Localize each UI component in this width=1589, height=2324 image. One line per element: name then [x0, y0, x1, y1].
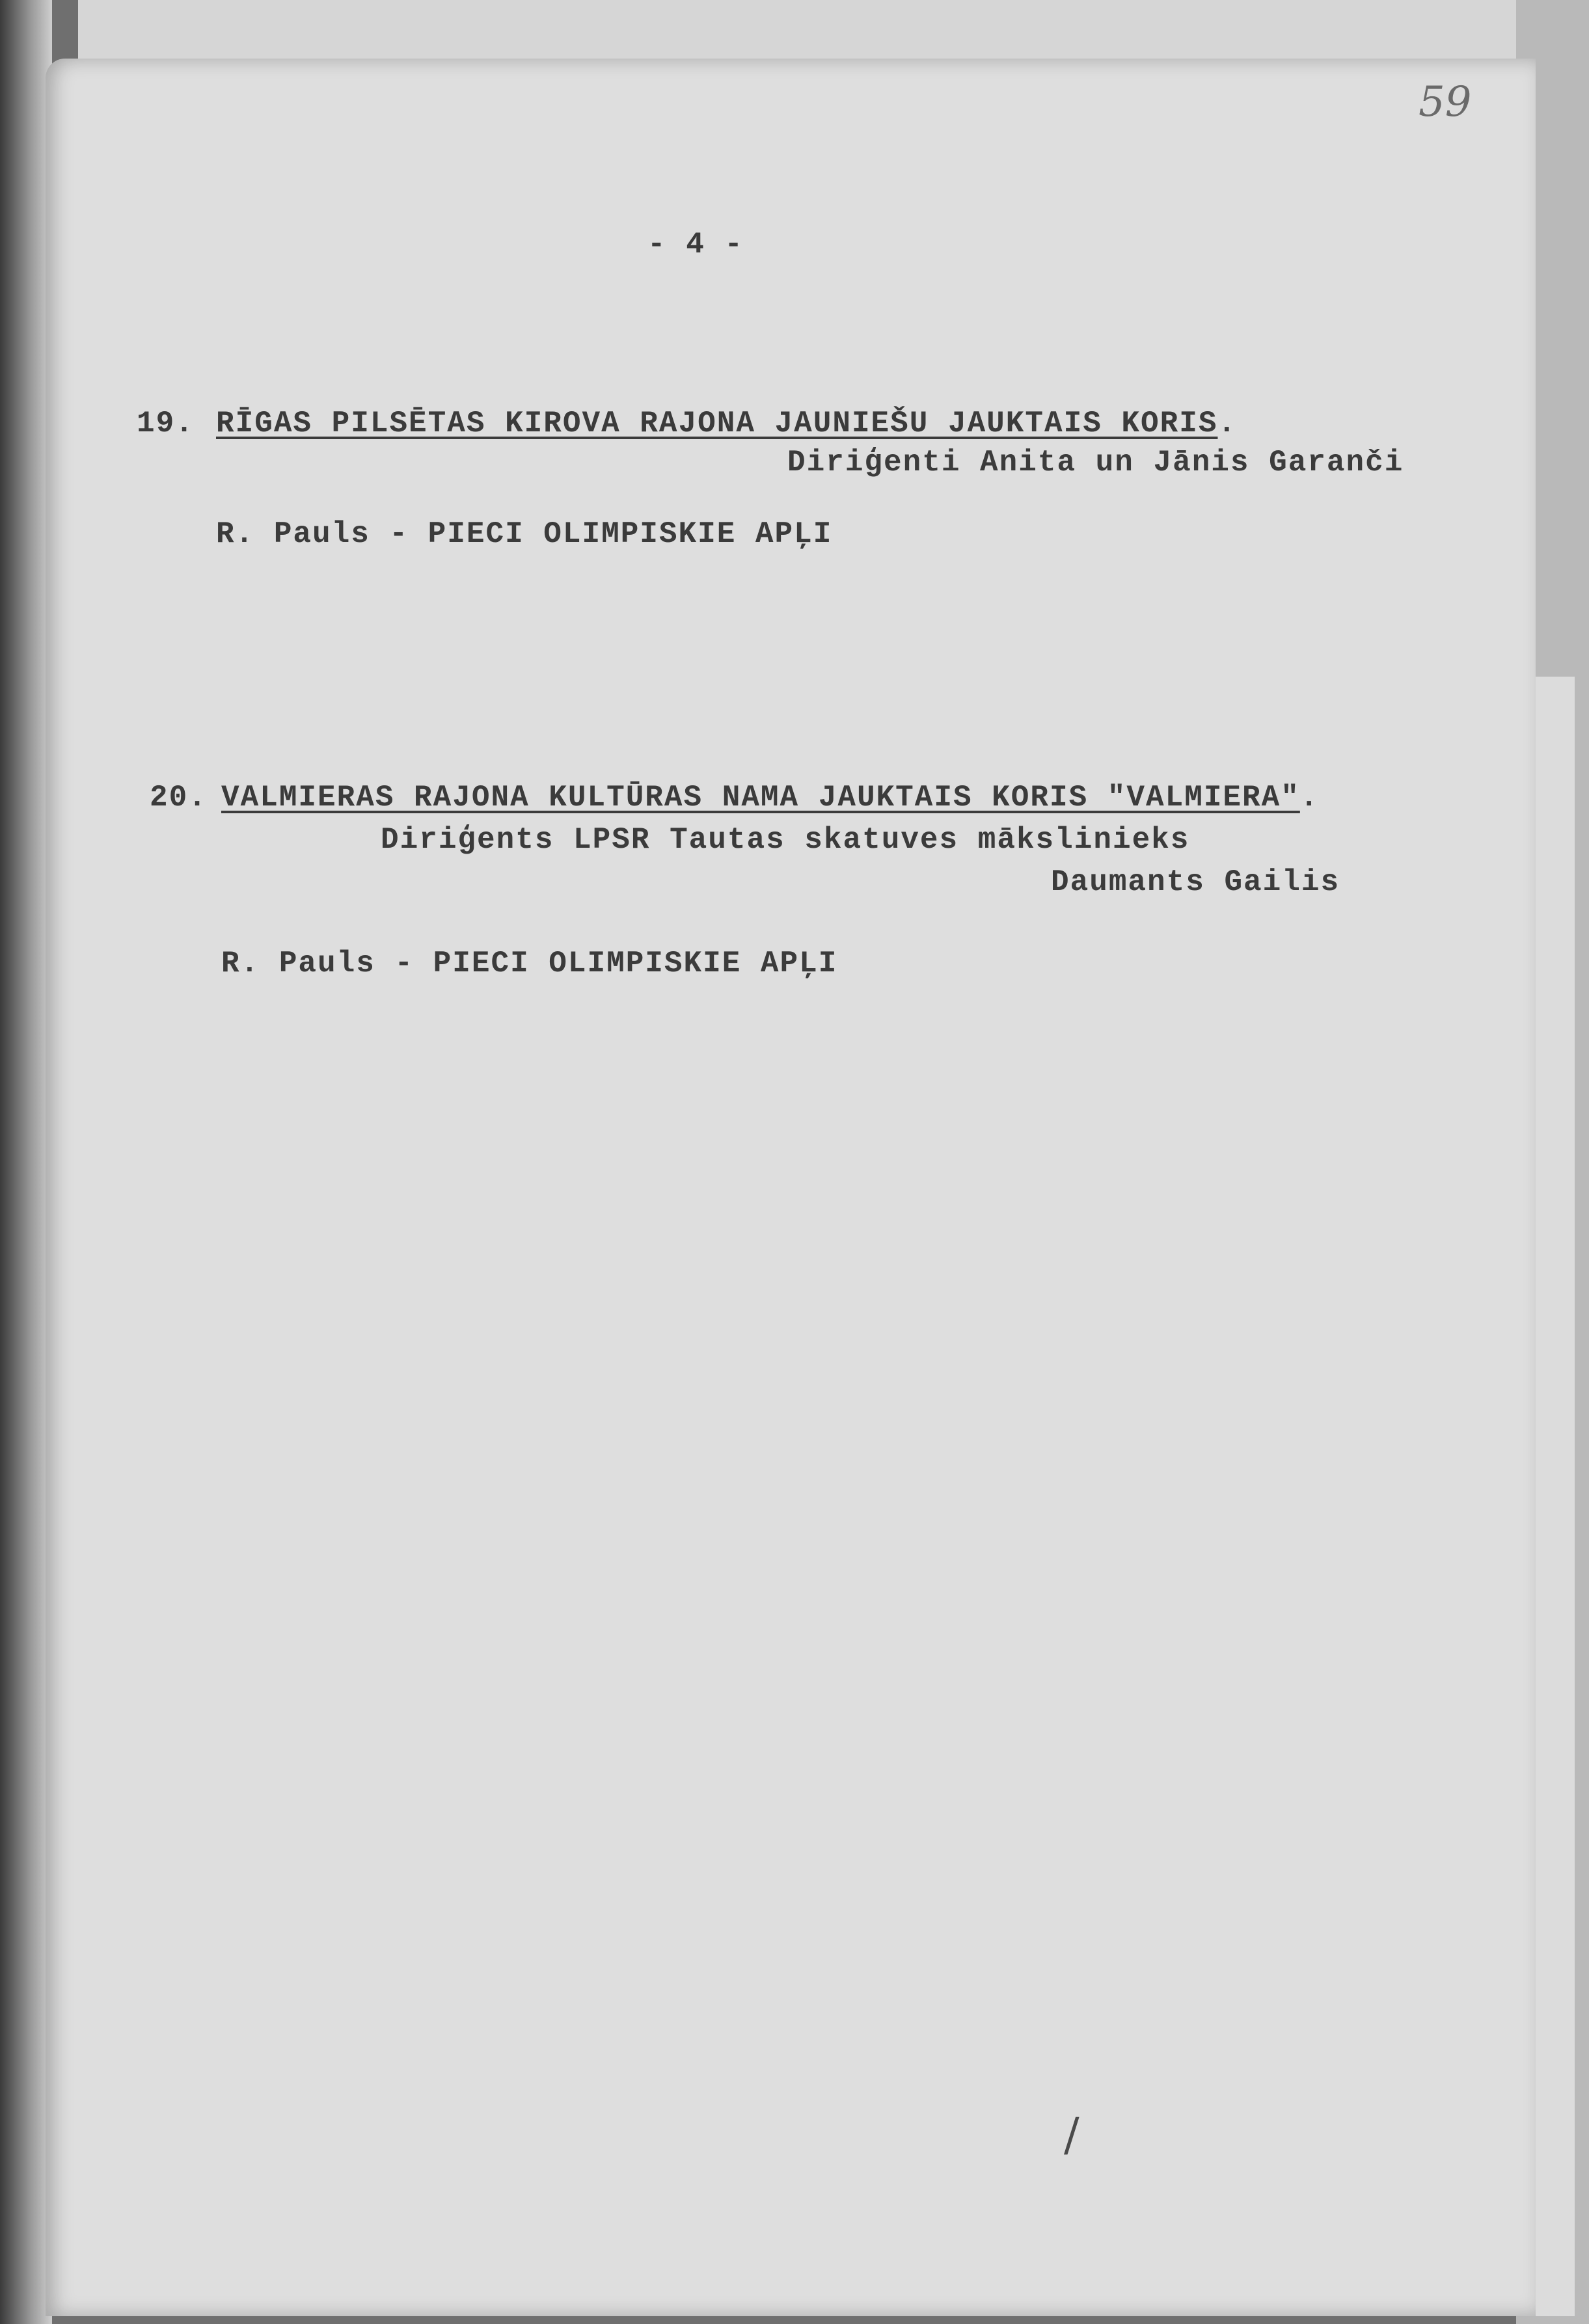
page-number: - 4 - [647, 228, 744, 262]
entry-19-title-end: . [1217, 407, 1238, 440]
entry-19-conductor: Diriģenti Anita un Jānis Garanči [787, 446, 1404, 480]
entry-20-conductor-line1: Diriģents LPSR Tautas skatuves mākslinieks [381, 823, 1190, 857]
entry-20-conductor-line2: Daumants Gailis [1051, 865, 1340, 899]
entry-19-number: 19. [137, 407, 195, 440]
book-binding [0, 0, 52, 2324]
entry-19-title-text: RĪGAS PILSĒTAS KIROVA RAJONA JAUNIEŠU JAUKTAIS KORIS [216, 407, 1218, 440]
right-page-edge-inner [1536, 677, 1575, 2316]
entry-20-title [221, 781, 1319, 815]
document-page [46, 59, 1536, 2316]
pencil-stroke: / [1064, 2108, 1080, 2161]
corner-pencil-mark: 59 [1419, 78, 1472, 126]
entry-20-number: 20. [150, 781, 208, 815]
entry-19-piece: R. Pauls - PIECI OLIMPISKIE APĻI [216, 517, 833, 551]
entry-20-piece: R. Pauls - PIECI OLIMPISKIE APĻI [221, 947, 838, 980]
entry-20-title-text: VALMIERAS RAJONA KULTŪRAS NAMA JAUKTAIS KORIS "VALMIERA" [221, 781, 1300, 815]
entry-20-title-end: . [1299, 781, 1320, 815]
entry-19-title [216, 407, 1237, 440]
